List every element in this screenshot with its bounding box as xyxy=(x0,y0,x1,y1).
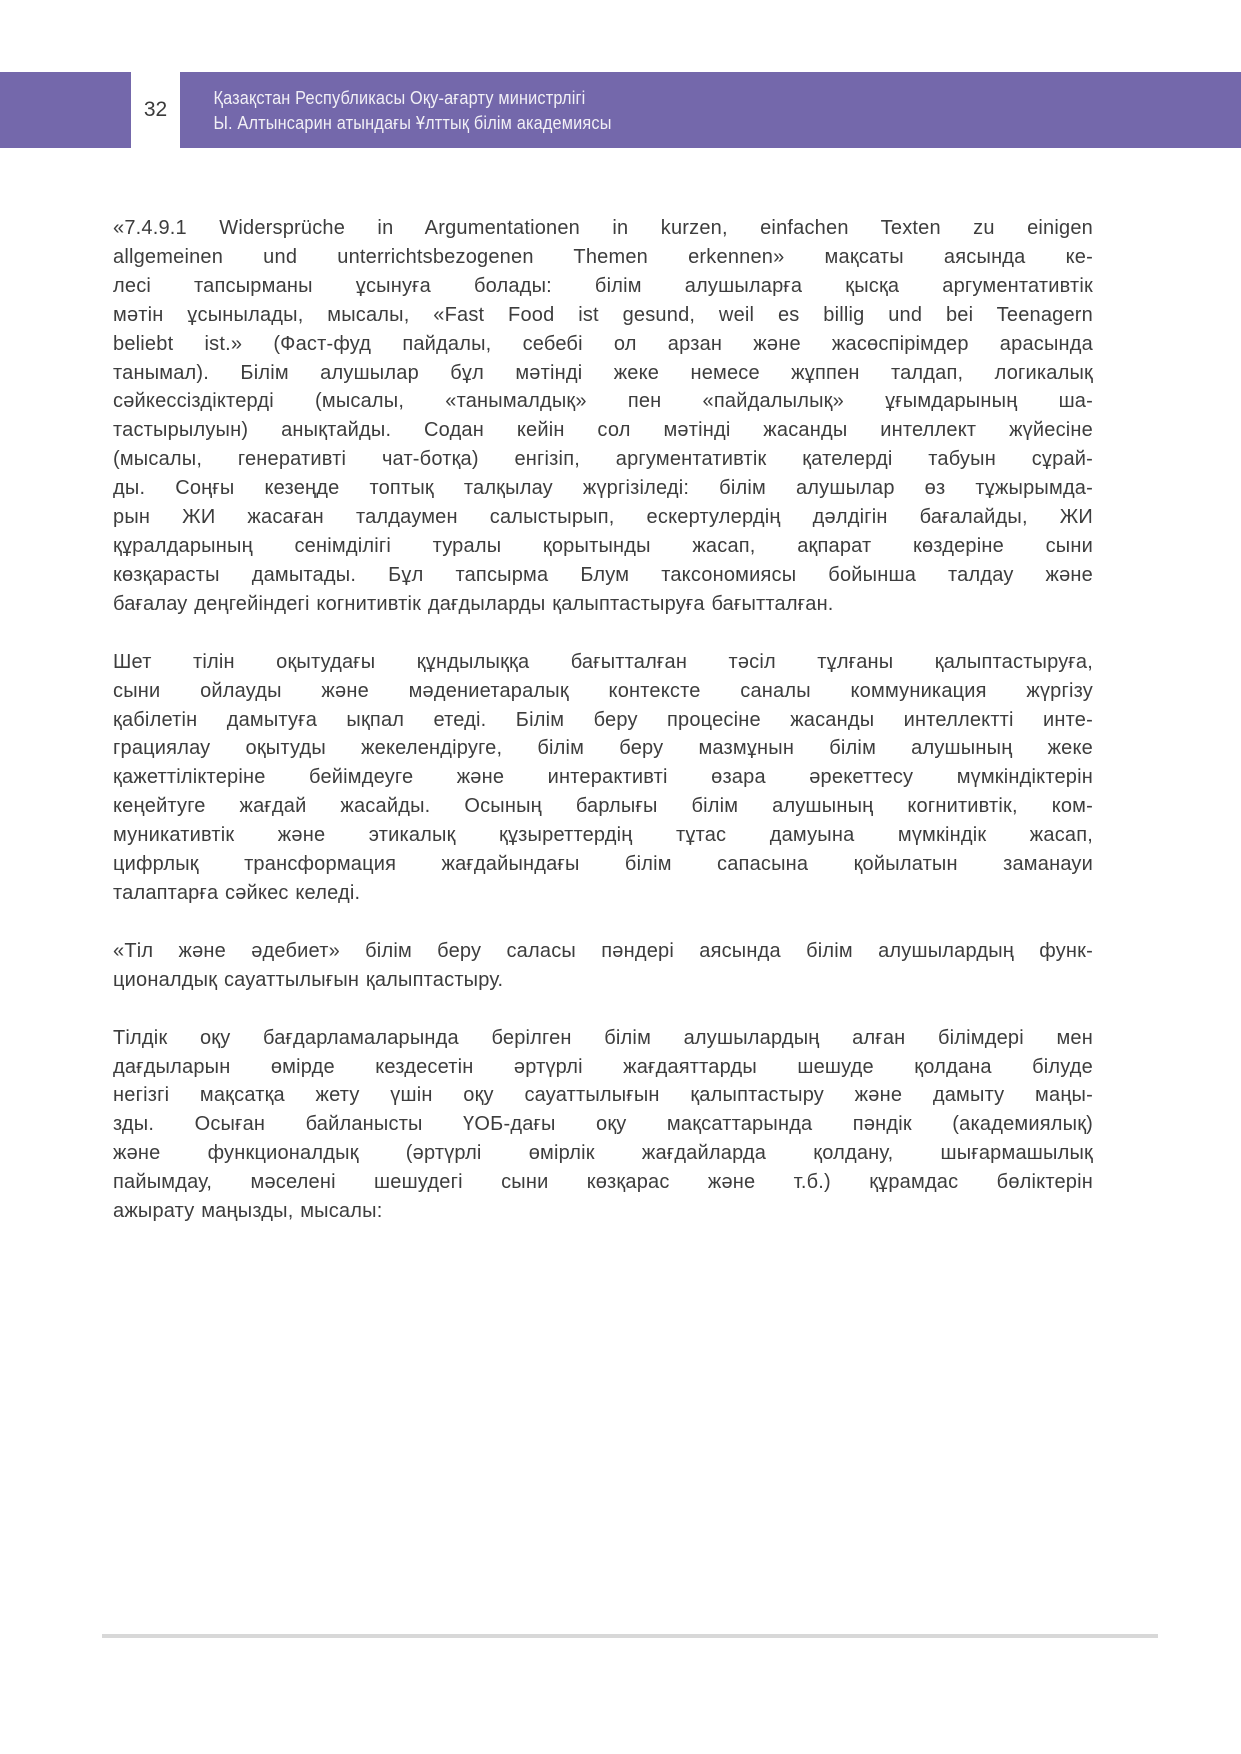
text-line: муникативтік және этикалық құзыреттердің тұтас дамуына мүмкіндік жасап, xyxy=(113,824,1093,847)
text-line: құралдарының сенімділігі туралы қорытынды жасап, ақпарат көздеріне сыни xyxy=(113,534,1093,557)
text-line: beliebt ist.» (Фаст-фуд пайдалы, себебі ол арзан және жасөспірімдер арасында xyxy=(113,332,1093,355)
text-line: allgemeinen und unterrichtsbezogenen Themen erkennen» мақсаты аясында ке- xyxy=(113,245,1093,268)
text-line: «7.4.9.1 Widersprüche in Argumentationen in kurzen, einfachen Texten zu einigen xyxy=(113,217,1093,239)
text-line: Тілдік оқу бағдарламаларында берілген білім алушылардың алған білімдері мен xyxy=(113,1026,1093,1049)
text-line: сыни ойлауды және мәдениетаралық контексте саналы коммуникация жүргізу xyxy=(113,679,1093,702)
text-line: грациялау оқытуды жекелендіруге, білім беру мазмұнын білім алушының жеке xyxy=(113,737,1093,760)
text-line: сәйкессіздіктерді (мысалы, «танымалдық» пен «пайдалылық» ұғымдарының ша- xyxy=(113,390,1093,413)
text-line: негізгі мақсатқа жету үшін оқу сауаттылығын қалыптастыру және дамыту маңы- xyxy=(113,1084,1093,1107)
text-line: ционалдық сауаттылығын қалыптастыру. xyxy=(113,968,504,991)
paragraph xyxy=(113,1024,1093,1226)
text-line: тастырылуын) анықтайды. Содан кейін сол мәтінді жасанды интеллект жүйесіне xyxy=(113,419,1093,442)
text-line: қабілетін дамытуға ықпал етеді. Білім беру процесіне жасанды интеллектті инте- xyxy=(113,708,1093,731)
page-number: 32 xyxy=(143,98,168,121)
text-line: қажеттіліктеріне бейімдеуге және интерактивті өзара әрекеттесу мүмкіндіктерін xyxy=(113,766,1093,789)
text-line: талаптарға сәйкес келеді. xyxy=(113,881,361,904)
text-line: Шет тілін оқытудағы құндылыққа бағытталған тәсіл тұлғаны қалыптастыруға, xyxy=(113,650,1093,673)
text-line: және функционалдық (әртүрлі өмірлік жағдайларда қолдану, шығармашылық xyxy=(113,1142,1093,1165)
text-line: бағалау деңгейіндегі когнитивтік дағдыларды қалыптастыруға бағытталған. xyxy=(113,592,834,615)
text-line: пайымдау, мәселені шешудегі сыни көзқарас және т.б.) құрамдас бөліктерін xyxy=(113,1171,1093,1194)
footer-divider xyxy=(102,1634,1158,1638)
header-left-band xyxy=(0,72,131,148)
text-line: дағдыларын өмірде кездесетін әртүрлі жағдаяттарды шешуде қолдана білуде xyxy=(113,1055,1093,1078)
text-line: зды. Осыған байланысты ҮОБ-дағы оқу мақсаттарында пәндік (академиялық) xyxy=(113,1113,1093,1136)
header-academy-line: Ы. Алтынсарин атындағы Ұлттық білім академиясы xyxy=(213,112,612,133)
text-line: рын ЖИ жасаған талдаумен салыстырып, ескертулердің дәлдігін бағалайды, ЖИ xyxy=(113,506,1093,529)
paragraph xyxy=(113,214,1093,619)
text-line: көзқарасты дамытады. Бұл тапсырма Блум таксономиясы бойынша талдау және xyxy=(113,563,1093,586)
text-line: ды. Соңғы кезеңде топтық талқылау жүргізіледі: білім алушылар өз тұжырымда- xyxy=(113,477,1093,500)
header-right-band xyxy=(180,72,1241,148)
text-line: лесі тапсырманы ұсынуға болады: білім алушыларға қысқа аргументативтік xyxy=(113,274,1093,297)
document-body xyxy=(113,214,1093,1255)
text-line: мәтін ұсынылады, мысалы, «Fast Food ist gesund, weil es billig und bei Teenagern xyxy=(113,303,1093,326)
text-line: цифрлық трансформация жағдайындағы білім сапасына қойылатын заманауи xyxy=(113,853,1093,876)
text-line: ажырату маңызды, мысалы: xyxy=(113,1200,383,1223)
text-line: (мысалы, генеративті чат-ботқа) енгізіп, аргументативтік қателерді табуын сұрай- xyxy=(113,448,1093,471)
text-line: кеңейтуге жағдай жасайды. Осының барлығы білім алушының когнитивтік, ком- xyxy=(113,795,1093,818)
text-line: танымал). Білім алушылар бұл мәтінді жеке немесе жұппен талдап, логикалық xyxy=(113,361,1093,384)
header-text xyxy=(180,85,612,135)
header-ministry-line: Қазақстан Республикасы Оқу-ағарту министрлігі xyxy=(213,87,586,108)
paragraph xyxy=(113,648,1093,908)
text-line: «Тіл және әдебиет» білім беру саласы пәндері аясында білім алушылардың функ- xyxy=(113,939,1093,962)
paragraph xyxy=(113,937,1093,995)
